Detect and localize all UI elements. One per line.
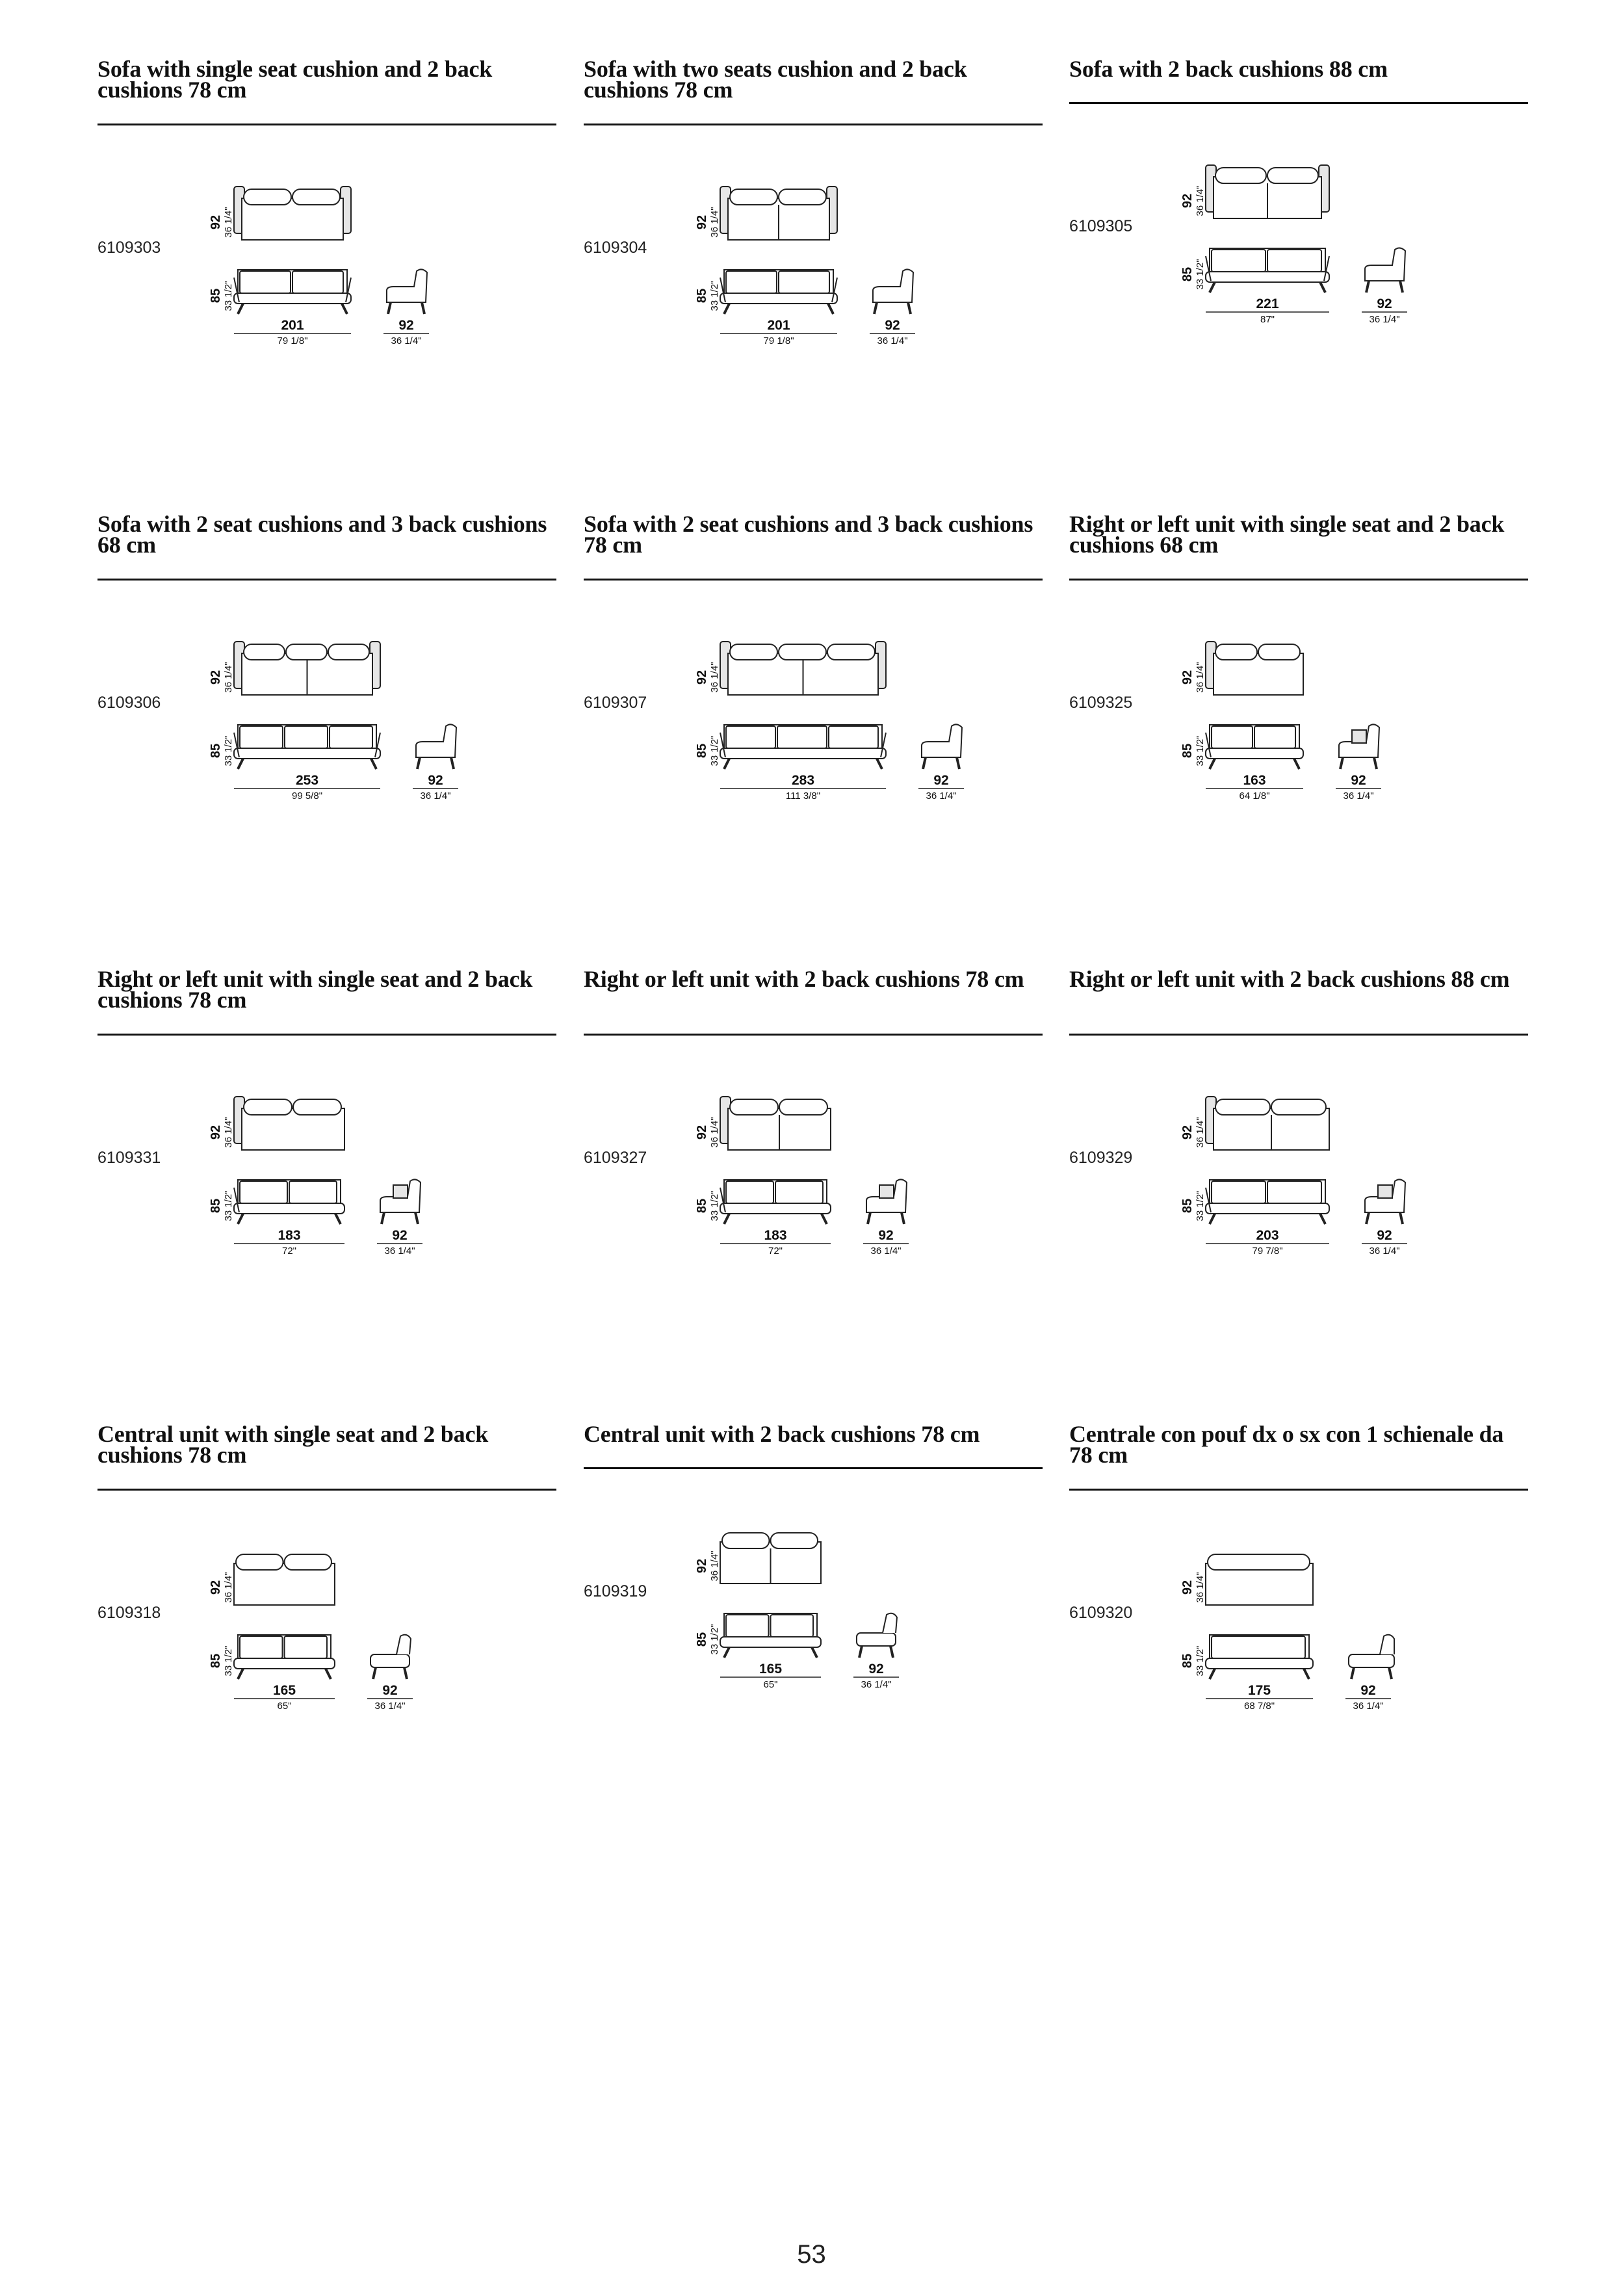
plan-back-cushion bbox=[244, 189, 291, 205]
width-in: 68 7/8" bbox=[1243, 1701, 1275, 1712]
product-6109307 bbox=[584, 511, 1043, 930]
depth-in: 36 1/4" bbox=[391, 335, 422, 346]
title-divider bbox=[1069, 579, 1528, 581]
width-in: 65" bbox=[763, 1679, 778, 1690]
width-cm: 175 bbox=[1247, 1683, 1271, 1698]
plan-back-cushion bbox=[827, 644, 875, 660]
plan-back-cushion bbox=[244, 644, 285, 660]
width-cm: 165 bbox=[759, 1662, 783, 1676]
product-title: Sofa with 2 seat cushions and 3 back cushions 68 cm bbox=[97, 511, 547, 558]
product-drawing bbox=[695, 1089, 1000, 1277]
product-title: Centrale con pouf dx o sx con 1 schienale da 78 cm bbox=[1069, 1421, 1504, 1468]
front-leg-right bbox=[326, 1669, 331, 1679]
side-leg-back bbox=[415, 1212, 418, 1224]
product-drawing bbox=[1180, 634, 1485, 822]
width-in: 99 5/8" bbox=[291, 790, 323, 802]
front-leg-right bbox=[828, 304, 833, 314]
front-seat bbox=[1206, 1658, 1313, 1669]
plan-back-cushion bbox=[286, 644, 327, 660]
depth-in: 36 1/4" bbox=[1343, 790, 1374, 802]
height-cm: 85 bbox=[695, 743, 709, 759]
side-seat bbox=[857, 1633, 896, 1646]
side-cushion bbox=[1352, 730, 1366, 743]
plan-back-cushion bbox=[779, 189, 826, 205]
side-cushion bbox=[1378, 1185, 1392, 1198]
front-leg-left bbox=[238, 1669, 243, 1679]
front-leg-right bbox=[1320, 282, 1325, 293]
width-cm: 183 bbox=[278, 1228, 301, 1243]
side-leg-front bbox=[1351, 1667, 1354, 1679]
height-cm: 85 bbox=[1180, 1198, 1195, 1214]
height-cm: 85 bbox=[209, 743, 223, 759]
plan-depth-cm: 92 bbox=[209, 215, 223, 230]
front-leg-right bbox=[812, 1647, 817, 1658]
front-back-cushion bbox=[1254, 726, 1295, 748]
title-divider bbox=[97, 1034, 556, 1036]
plan-back-cushion bbox=[293, 1099, 341, 1115]
plan-back-cushion bbox=[779, 1099, 827, 1115]
product-drawing bbox=[695, 634, 1000, 822]
plan-depth-cm: 92 bbox=[1180, 1580, 1195, 1595]
front-leg-right bbox=[335, 1214, 341, 1224]
side-leg-back bbox=[890, 1646, 893, 1658]
plan-back-cushion bbox=[328, 644, 369, 660]
product-drawing bbox=[209, 1089, 513, 1277]
front-back-cushion bbox=[292, 271, 343, 293]
product-code: 6109329 bbox=[1069, 1149, 1133, 1167]
product-title: Sofa with 2 seat cushions and 3 back cushions 78 cm bbox=[584, 511, 1033, 558]
plan-back-cushion bbox=[771, 1533, 818, 1548]
side-seat bbox=[370, 1654, 409, 1667]
front-back-cushion bbox=[779, 271, 829, 293]
front-back-cushion bbox=[289, 1181, 337, 1203]
side-leg-back bbox=[1400, 1212, 1403, 1224]
height-in: 33 1/2" bbox=[1195, 259, 1206, 290]
depth-in: 36 1/4" bbox=[926, 790, 957, 802]
product-drawing bbox=[209, 634, 513, 822]
front-leg-left bbox=[724, 1647, 729, 1658]
product-drawing bbox=[695, 179, 1000, 367]
width-cm: 201 bbox=[767, 318, 790, 333]
product-6109325 bbox=[1069, 511, 1528, 930]
depth-in: 36 1/4" bbox=[1353, 1701, 1384, 1712]
side-leg-back bbox=[451, 757, 454, 769]
side-leg-front bbox=[868, 1212, 870, 1224]
front-back-cushion bbox=[285, 1636, 328, 1658]
front-back-cushion bbox=[726, 1615, 769, 1637]
width-cm: 183 bbox=[764, 1228, 787, 1243]
front-back-cushion bbox=[1212, 250, 1266, 272]
front-back-cushion bbox=[726, 1181, 773, 1203]
depth-cm: 92 bbox=[398, 318, 414, 333]
side-leg-back bbox=[957, 757, 959, 769]
side-leg-front bbox=[923, 757, 926, 769]
plan-back-cushion bbox=[285, 1554, 332, 1570]
front-seat bbox=[720, 1637, 821, 1647]
plan-back-cushion bbox=[1215, 644, 1257, 660]
side-leg-back bbox=[1400, 281, 1403, 293]
depth-cm: 92 bbox=[1377, 296, 1392, 311]
height-cm: 85 bbox=[209, 1198, 223, 1214]
product-title: Sofa with single seat cushion and 2 back cushions 78 cm bbox=[97, 56, 493, 103]
title-divider bbox=[1069, 1034, 1528, 1036]
plan-depth-cm: 92 bbox=[1180, 670, 1195, 685]
side-pouf bbox=[1349, 1654, 1394, 1667]
title-divider bbox=[584, 1467, 1043, 1469]
front-leg-left bbox=[724, 304, 729, 314]
front-back-cushion bbox=[726, 271, 777, 293]
side-leg-front bbox=[373, 1667, 376, 1679]
front-back-cushion bbox=[771, 1615, 814, 1637]
plan-depth-in: 36 1/4" bbox=[223, 662, 234, 693]
side-leg-front bbox=[859, 1646, 862, 1658]
title-divider bbox=[1069, 102, 1528, 104]
front-back-cushion bbox=[240, 1636, 283, 1658]
front-back-cushion bbox=[240, 271, 291, 293]
depth-cm: 92 bbox=[933, 773, 949, 788]
product-drawing bbox=[1180, 1089, 1485, 1277]
title-divider bbox=[97, 1489, 556, 1491]
width-in: 79 1/8" bbox=[277, 335, 308, 346]
front-back-cushion bbox=[1212, 1181, 1266, 1203]
plan-depth-cm: 92 bbox=[209, 670, 223, 685]
height-in: 33 1/2" bbox=[709, 1190, 720, 1221]
plan-back-cushion bbox=[722, 1533, 770, 1548]
front-back-cushion bbox=[1267, 1181, 1321, 1203]
depth-cm: 92 bbox=[885, 318, 900, 333]
height-in: 33 1/2" bbox=[1195, 1645, 1206, 1676]
title-divider bbox=[584, 1034, 1043, 1036]
height-in: 33 1/2" bbox=[709, 1624, 720, 1655]
plan-depth-cm: 92 bbox=[695, 1558, 709, 1574]
width-cm: 283 bbox=[791, 773, 815, 788]
width-in: 64 1/8" bbox=[1239, 790, 1270, 802]
page-number: 53 bbox=[797, 2240, 826, 2269]
product-6109318 bbox=[97, 1421, 556, 1840]
side-chair bbox=[1365, 248, 1405, 281]
width-in: 79 7/8" bbox=[1252, 1246, 1283, 1257]
product-6109331 bbox=[97, 966, 556, 1385]
height-in: 33 1/2" bbox=[223, 280, 234, 311]
plan-depth-in: 36 1/4" bbox=[1195, 1117, 1206, 1148]
product-6109303 bbox=[97, 56, 556, 475]
front-leg-left bbox=[724, 759, 729, 769]
side-leg-back bbox=[422, 302, 424, 314]
depth-cm: 92 bbox=[392, 1228, 408, 1243]
product-title: Right or left unit with single seat and 2 back cushions 68 cm bbox=[1069, 511, 1505, 558]
side-leg-front bbox=[1366, 281, 1369, 293]
front-back-cushion bbox=[1212, 726, 1253, 748]
side-leg-front bbox=[417, 757, 420, 769]
front-seat bbox=[234, 1658, 335, 1669]
product-code: 6109319 bbox=[584, 1582, 647, 1600]
plan-depth-cm: 92 bbox=[209, 1125, 223, 1140]
plan-back-cushion bbox=[236, 1554, 283, 1570]
product-drawing bbox=[209, 1544, 513, 1732]
title-divider bbox=[1069, 1489, 1528, 1491]
depth-cm: 92 bbox=[1377, 1228, 1392, 1243]
front-back-cushion bbox=[330, 726, 372, 748]
front-seat bbox=[1206, 1203, 1329, 1214]
width-cm: 165 bbox=[272, 1683, 296, 1698]
plan-back-cushion bbox=[1215, 168, 1266, 183]
plan-back-cushion bbox=[244, 1099, 292, 1115]
side-chair bbox=[922, 724, 962, 757]
side-back bbox=[396, 1635, 411, 1654]
depth-cm: 92 bbox=[1351, 773, 1366, 788]
front-leg-right bbox=[1304, 1669, 1309, 1679]
height-cm: 85 bbox=[695, 1198, 709, 1214]
height-in: 33 1/2" bbox=[1195, 1190, 1206, 1221]
height-in: 33 1/2" bbox=[709, 735, 720, 766]
front-back-cushion bbox=[1267, 250, 1321, 272]
depth-cm: 92 bbox=[382, 1683, 398, 1698]
front-leg-left bbox=[1210, 1669, 1215, 1679]
depth-in: 36 1/4" bbox=[384, 1246, 415, 1257]
front-leg-right bbox=[342, 304, 347, 314]
product-drawing bbox=[695, 1522, 1000, 1711]
product-6109306 bbox=[97, 511, 556, 930]
side-cushion bbox=[879, 1185, 894, 1198]
height-cm: 85 bbox=[1180, 743, 1195, 759]
product-code: 6109307 bbox=[584, 694, 647, 712]
plan-depth-cm: 92 bbox=[695, 1125, 709, 1140]
width-cm: 201 bbox=[281, 318, 304, 333]
product-title: Sofa with two seats cushion and 2 back cushions 78 cm bbox=[584, 56, 967, 103]
plan-back-cushion bbox=[1258, 644, 1300, 660]
side-leg-front bbox=[1340, 757, 1343, 769]
side-leg-front bbox=[1366, 1212, 1369, 1224]
front-leg-left bbox=[238, 759, 243, 769]
depth-in: 36 1/4" bbox=[1369, 1246, 1400, 1257]
plan-depth-cm: 92 bbox=[1180, 1125, 1195, 1140]
product-6109329 bbox=[1069, 966, 1528, 1385]
product-code: 6109318 bbox=[97, 1604, 161, 1622]
side-leg-back bbox=[902, 1212, 904, 1224]
height-cm: 85 bbox=[695, 288, 709, 304]
height-cm: 85 bbox=[695, 1632, 709, 1647]
front-back-cushion bbox=[1212, 1636, 1305, 1658]
front-leg-left bbox=[238, 304, 243, 314]
plan-back-cushion bbox=[1215, 1099, 1270, 1115]
width-in: 72" bbox=[768, 1246, 783, 1257]
front-leg-left bbox=[724, 1214, 729, 1224]
side-leg-back bbox=[404, 1667, 407, 1679]
title-divider bbox=[97, 579, 556, 581]
product-title: Right or left unit with single seat and 2 back cushions 78 cm bbox=[97, 966, 533, 1013]
front-seat bbox=[234, 1203, 344, 1214]
product-title: Sofa with 2 back cushions 88 cm bbox=[1069, 56, 1388, 82]
height-in: 33 1/2" bbox=[1195, 735, 1206, 766]
plan-depth-in: 36 1/4" bbox=[709, 1550, 720, 1582]
depth-cm: 92 bbox=[868, 1662, 884, 1676]
plan-depth-in: 36 1/4" bbox=[223, 1572, 234, 1603]
side-chair bbox=[416, 724, 456, 757]
front-back-cushion bbox=[240, 1181, 287, 1203]
product-drawing bbox=[209, 179, 513, 367]
front-leg-left bbox=[238, 1214, 243, 1224]
side-leg-back bbox=[908, 302, 911, 314]
front-seat bbox=[1206, 272, 1329, 282]
front-back-cushion bbox=[775, 1181, 823, 1203]
product-code: 6109303 bbox=[97, 239, 161, 257]
product-title: Central unit with single seat and 2 back cushions 78 cm bbox=[97, 1421, 489, 1468]
plan-back-cushion bbox=[1267, 168, 1318, 183]
depth-cm: 92 bbox=[428, 773, 443, 788]
product-code: 6109325 bbox=[1069, 694, 1133, 712]
plan-back-cushion bbox=[730, 644, 777, 660]
side-leg-front bbox=[874, 302, 877, 314]
product-code: 6109331 bbox=[97, 1149, 161, 1167]
product-6109327 bbox=[584, 966, 1043, 1385]
side-leg-back bbox=[1389, 1667, 1392, 1679]
side-cushion bbox=[393, 1185, 408, 1198]
product-6109304 bbox=[584, 56, 1043, 475]
product-6109319 bbox=[584, 1421, 1043, 1840]
plan-depth-in: 36 1/4" bbox=[709, 662, 720, 693]
plan-depth-in: 36 1/4" bbox=[709, 207, 720, 238]
depth-in: 36 1/4" bbox=[877, 335, 908, 346]
product-6109320 bbox=[1069, 1421, 1528, 1840]
title-divider bbox=[584, 579, 1043, 581]
plan-back-cushion bbox=[730, 1099, 778, 1115]
side-chair bbox=[873, 269, 913, 302]
width-cm: 203 bbox=[1256, 1228, 1279, 1243]
width-cm: 163 bbox=[1243, 773, 1266, 788]
front-leg-right bbox=[1294, 759, 1299, 769]
title-divider bbox=[584, 124, 1043, 125]
front-seat bbox=[234, 293, 351, 304]
plan-depth-cm: 92 bbox=[695, 215, 709, 230]
front-back-cushion bbox=[240, 726, 283, 748]
front-seat bbox=[720, 293, 837, 304]
plan-depth-in: 36 1/4" bbox=[223, 1117, 234, 1148]
depth-in: 36 1/4" bbox=[1369, 314, 1400, 325]
width-in: 87" bbox=[1260, 314, 1275, 325]
side-back bbox=[1380, 1635, 1394, 1654]
front-seat bbox=[234, 748, 380, 759]
plan-depth-in: 36 1/4" bbox=[1195, 1572, 1206, 1603]
width-cm: 253 bbox=[295, 773, 319, 788]
side-chair bbox=[387, 269, 427, 302]
front-leg-right bbox=[877, 759, 882, 769]
height-cm: 85 bbox=[209, 1653, 223, 1669]
depth-in: 36 1/4" bbox=[374, 1701, 406, 1712]
plan-back-cushion bbox=[730, 189, 777, 205]
height-in: 33 1/2" bbox=[223, 1190, 234, 1221]
product-title: Right or left unit with 2 back cushions 88 cm bbox=[1069, 966, 1510, 992]
height-cm: 85 bbox=[1180, 1653, 1195, 1669]
plan-depth-cm: 92 bbox=[209, 1580, 223, 1595]
product-title: Central unit with 2 back cushions 78 cm bbox=[584, 1421, 980, 1447]
width-cm: 221 bbox=[1256, 296, 1279, 311]
side-leg-back bbox=[1374, 757, 1377, 769]
plan-back-cushion bbox=[1208, 1554, 1310, 1570]
front-leg-left bbox=[1210, 759, 1215, 769]
height-in: 33 1/2" bbox=[709, 280, 720, 311]
side-back bbox=[883, 1613, 897, 1633]
front-seat bbox=[720, 1203, 831, 1214]
plan-depth-in: 36 1/4" bbox=[1195, 662, 1206, 693]
product-code: 6109306 bbox=[97, 694, 161, 712]
product-code: 6109327 bbox=[584, 1149, 647, 1167]
width-in: 79 1/8" bbox=[763, 335, 794, 346]
height-in: 33 1/2" bbox=[223, 1645, 234, 1676]
product-title: Right or left unit with 2 back cushions 78 cm bbox=[584, 966, 1024, 992]
depth-cm: 92 bbox=[878, 1228, 894, 1243]
front-leg-right bbox=[371, 759, 376, 769]
product-drawing bbox=[1180, 157, 1485, 346]
front-seat bbox=[720, 748, 886, 759]
product-code: 6109304 bbox=[584, 239, 647, 257]
product-code: 6109320 bbox=[1069, 1604, 1133, 1622]
product-drawing bbox=[1180, 1544, 1485, 1732]
front-leg-left bbox=[1210, 1214, 1215, 1224]
plan-depth-cm: 92 bbox=[695, 670, 709, 685]
title-divider bbox=[97, 124, 556, 125]
front-leg-right bbox=[1320, 1214, 1325, 1224]
plan-depth-cm: 92 bbox=[1180, 193, 1195, 209]
depth-in: 36 1/4" bbox=[861, 1679, 892, 1690]
height-in: 33 1/2" bbox=[223, 735, 234, 766]
width-in: 72" bbox=[281, 1246, 297, 1257]
plan-depth-in: 36 1/4" bbox=[223, 207, 234, 238]
front-back-cushion bbox=[285, 726, 328, 748]
depth-in: 36 1/4" bbox=[870, 1246, 902, 1257]
product-code: 6109305 bbox=[1069, 217, 1133, 235]
depth-cm: 92 bbox=[1360, 1683, 1376, 1698]
front-leg-left bbox=[1210, 282, 1215, 293]
depth-in: 36 1/4" bbox=[420, 790, 451, 802]
plan-back-cushion bbox=[779, 644, 826, 660]
front-back-cushion bbox=[726, 726, 775, 748]
plan-depth-in: 36 1/4" bbox=[1195, 185, 1206, 216]
width-in: 65" bbox=[277, 1701, 292, 1712]
side-leg-front bbox=[382, 1212, 384, 1224]
height-cm: 85 bbox=[1180, 267, 1195, 282]
side-leg-front bbox=[388, 302, 391, 314]
height-cm: 85 bbox=[209, 288, 223, 304]
width-in: 111 3/8" bbox=[785, 790, 821, 802]
front-seat bbox=[1206, 748, 1303, 759]
front-back-cushion bbox=[777, 726, 827, 748]
product-6109305 bbox=[1069, 56, 1528, 475]
front-leg-right bbox=[822, 1214, 827, 1224]
plan-back-cushion bbox=[292, 189, 340, 205]
front-back-cushion bbox=[829, 726, 878, 748]
plan-back-cushion bbox=[1271, 1099, 1326, 1115]
plan-depth-in: 36 1/4" bbox=[709, 1117, 720, 1148]
